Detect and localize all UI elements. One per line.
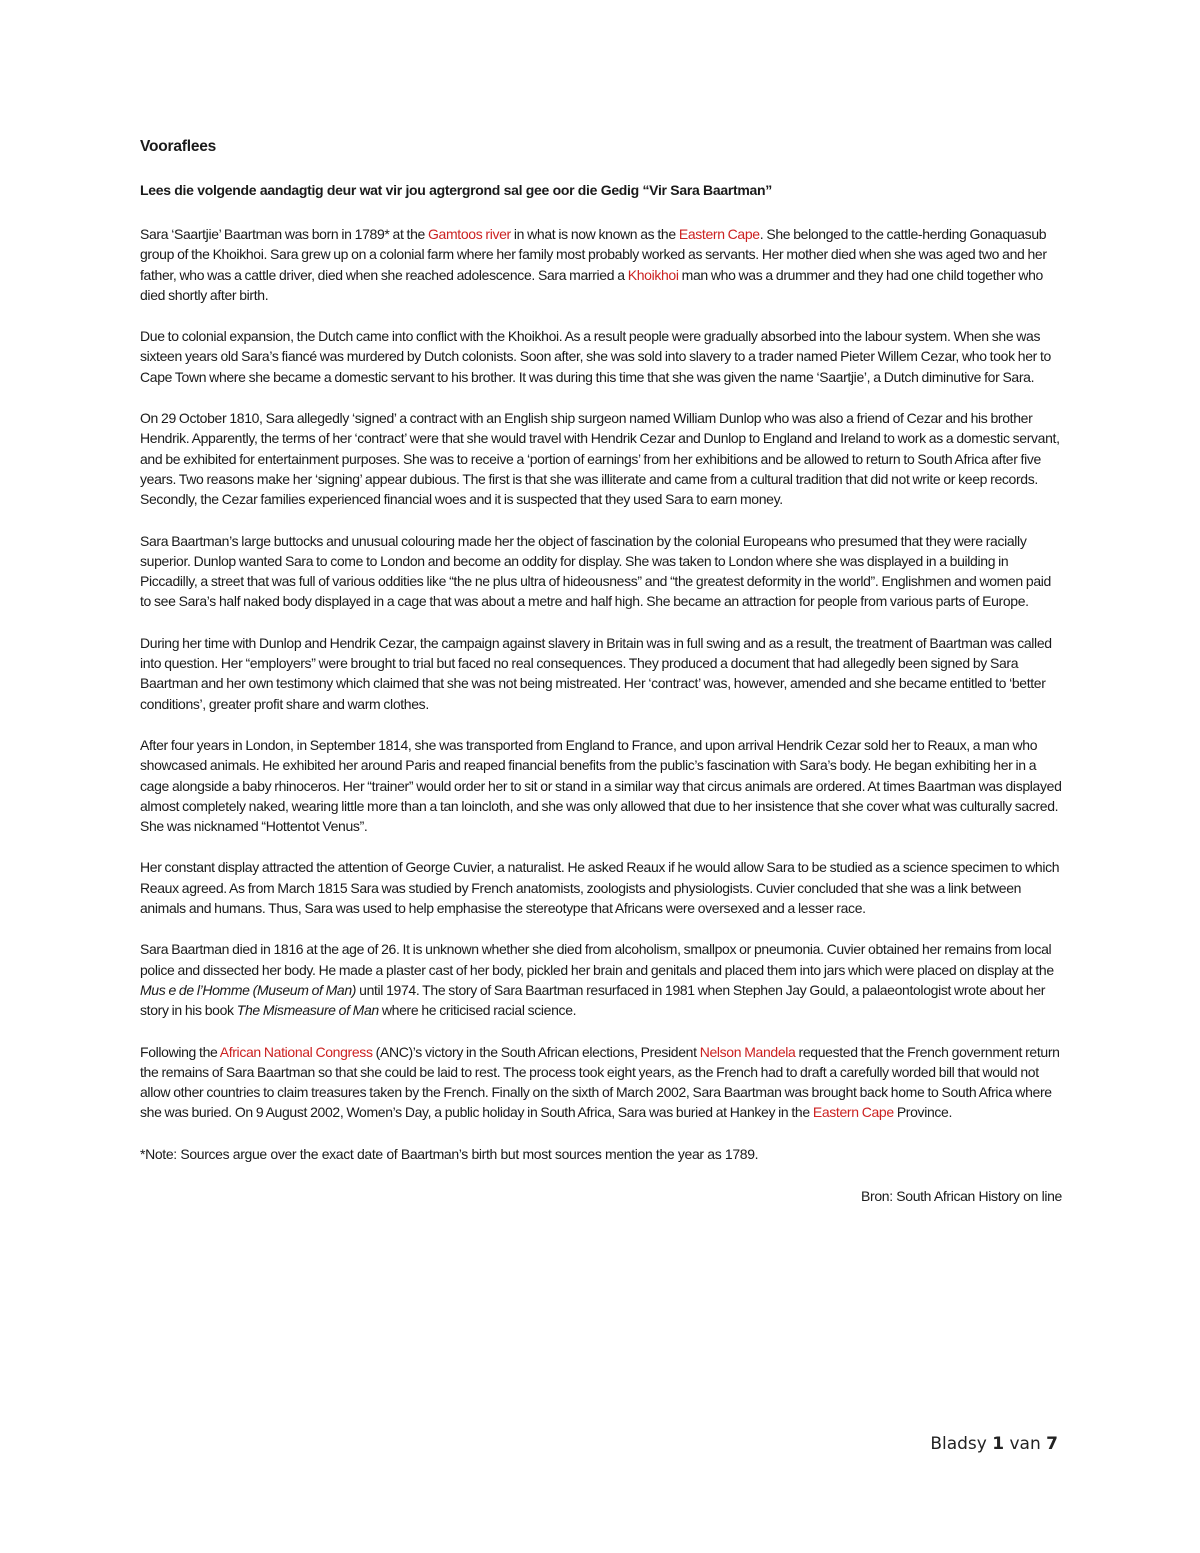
paragraph-9 [140, 1042, 1062, 1123]
footnote: *Note: Sources argue over the exact date of Baartman’s birth but most sources mention the year as 1789. [140, 1145, 759, 1162]
link-eastern-cape[interactable]: Eastern Cape [678, 226, 760, 242]
paragraph-1-text-a: Sara ‘Saartjie’ Baartman was born in 1789* at the [140, 226, 428, 242]
paragraph-6: After four years in London, in September 1814, she was transported from England to France, and upon arrival Hendrik Cezar sold her to Reaux, a man who showcased animals. He exhibited her around Paris and reaped financial benefits from the public’s fascination with Sara’s body. He began exhibiting her in a cage alongside a baby rhinoceros. Her “trainer” would order her to sit or stand in a similar way that circus animals are ordered. At times Baartman was displayed almost completely naked, wearing little more than a tan loincloth, and she was only allowed that due to her insistence that she cover what was culturally sacred. She was nicknamed “Hottentot Venus”. [140, 736, 1062, 835]
total-page-number: 7 [1046, 1434, 1058, 1454]
paragraph-3: On 29 October 1810, Sara allegedly ‘signed’ a contract with an English ship surgeon named William Dunlop who was also a friend of Cezar and his brother Hendrik. Apparently, the terms of her ‘contract’ were that she would travel with Hendrik Cezar and Dunlop to England and Ireland to work as a domestic servant, and be exhibited for entertainment purposes. She was to receive a ‘portion of earnings’ from her exhibitions and be allowed to return to South Africa after five years. Two reasons make her ‘signing’ appear dubious. The first is that she was illiterate and came from a cultural tradition that did not write or keep records. Secondly, the Cezar families experienced financial woes and it is suspected that they used Sara to earn money. [140, 410, 1060, 508]
paragraph-1-text-c: . She belonged to the cattle-herding Gonaquasub group of the Khoikhoi. Sara grew up on a colonial farm where her family most probably worked as servants. Her mother died when she was aged two and her father, who was a cattle driver, died when she reached adolescence. Sara married a [140, 226, 1047, 283]
paragraph-8-text-a: Sara Baartman died in 1816 at the age of 26. It is unknown whether she died from alcoholism, smallpox or pneumonia. Cuvier obtained her remains from local police and dissected her body. He made a plaster cast of her body, pickled her brain and genitals and placed them into jars which were placed on display at the [140, 941, 1054, 978]
current-page-number: 1 [992, 1434, 1005, 1454]
document-subheading: Lees die volgende aandagtig deur wat vir jou agtergrond sal gee oor die Gedig “Vir Sara Baartman” [140, 182, 772, 198]
paragraph-8 [140, 939, 1062, 1020]
source-citation: Bron: South African History on line [861, 1187, 1062, 1204]
link-african-national-congress[interactable]: African National Congress [219, 1043, 373, 1060]
paragraph-2: Due to colonial expansion, the Dutch came into conflict with the Khoikhoi. As a result people were gradually absorbed into the labour system. When she was sixteen years old Sara’s fiancé was murdered by Dutch colonists. Soon after, she was sold into slavery to a trader named Pieter Willem Cezar, who took her to Cape Town where she became a domestic servant to his brother. It was during this time that she was given the name ‘Saartjie’, a Dutch diminutive for Sara. [140, 328, 1051, 385]
page-of-label: van [1009, 1434, 1041, 1454]
paragraph-9-text-c: requested that the French government return the remains of Sara Baartman so that she could be laid to rest. The process took eight years, as the French had to draft a carefully worded bill that would not allow other countries to claim treasures taken by the French. Finally on the sixth of March 2002, Sara Baartman was brought back home to South Africa where she was buried. On 9 August 2002, Women’s Day, a public holiday in South Africa, Sara was buried at Hankey in the [140, 1043, 1060, 1121]
document-heading: Vooraflees [140, 138, 217, 155]
book-title-italic: The Mismeasure of Man [236, 1002, 379, 1019]
paragraph-8-text-c: where he criticised racial science. [378, 1002, 577, 1019]
paragraph-9-text-d: Province. [893, 1104, 953, 1121]
paragraph-1 [140, 224, 1062, 305]
link-khoikhoi[interactable]: Khoikhoi [627, 266, 679, 283]
museum-title-italic: Mus e de l’Homme (Museum of Man) [140, 981, 357, 998]
page-label: Bladsy [930, 1434, 987, 1454]
paragraph-8-text-b: until 1974. The story of Sara Baartman resurfaced in 1981 when Stephen Jay Gould, a palaeontologist wrote about her story in his book [140, 981, 1046, 1019]
paragraph-9-text-b: (ANC)’s victory in the South African elections, President [372, 1043, 700, 1060]
link-nelson-mandela[interactable]: Nelson Mandela [699, 1043, 796, 1060]
paragraph-1-text-b: in what is now known as the [510, 226, 679, 242]
page-number-footer [930, 1434, 1058, 1454]
paragraph-9-text-a: Following the [140, 1043, 220, 1060]
paragraph-7: Her constant display attracted the attention of George Cuvier, a naturalist. He asked Reaux if he would allow Sara to be studied as a science specimen to which Reaux agreed. As from March 1815 Sara was studied by French anatomists, zoologists and physiologists. Cuvier concluded that she was a link between animals and humans. Thus, Sara was used to help emphasise the stereotype that Africans were oversexed and a lesser race. [140, 859, 1060, 917]
link-eastern-cape-2[interactable]: Eastern Cape [812, 1104, 894, 1121]
paragraph-1-text-d: man who was a drummer and they had one child together who died shortly after birth. [140, 266, 1043, 303]
paragraph-4: Sara Baartman’s large buttocks and unusual colouring made her the object of fascination by the colonial Europeans who presumed that they were racially superior. Dunlop wanted Sara to come to London and become an oddity for display. She was taken to London where she was displayed in a building in Piccadilly, a street that was full of various oddities like “the ne plus ultra of hideousness” and “the greatest deformity in the world”. Englishmen and women paid to see Sara’s half naked body displayed in a cage that was about a metre and half high. She became an attraction for people from various parts of Europe. [140, 532, 1051, 610]
document-page [140, 138, 1062, 1204]
link-gamtoos-river[interactable]: Gamtoos river [428, 226, 511, 242]
paragraph-5: During her time with Dunlop and Hendrik Cezar, the campaign against slavery in Britain was in full swing and as a result, the treatment of Baartman was called into question. Her “employers” were brought to trial but faced no real consequences. They produced a document that had allegedly been signed by Sara Baartman and her own testimony which claimed that she was not being mistreated. Her ‘contract’ was, however, amended and she became entitled to ‘better conditions’, greater profit share and warm clothes. [140, 634, 1052, 712]
